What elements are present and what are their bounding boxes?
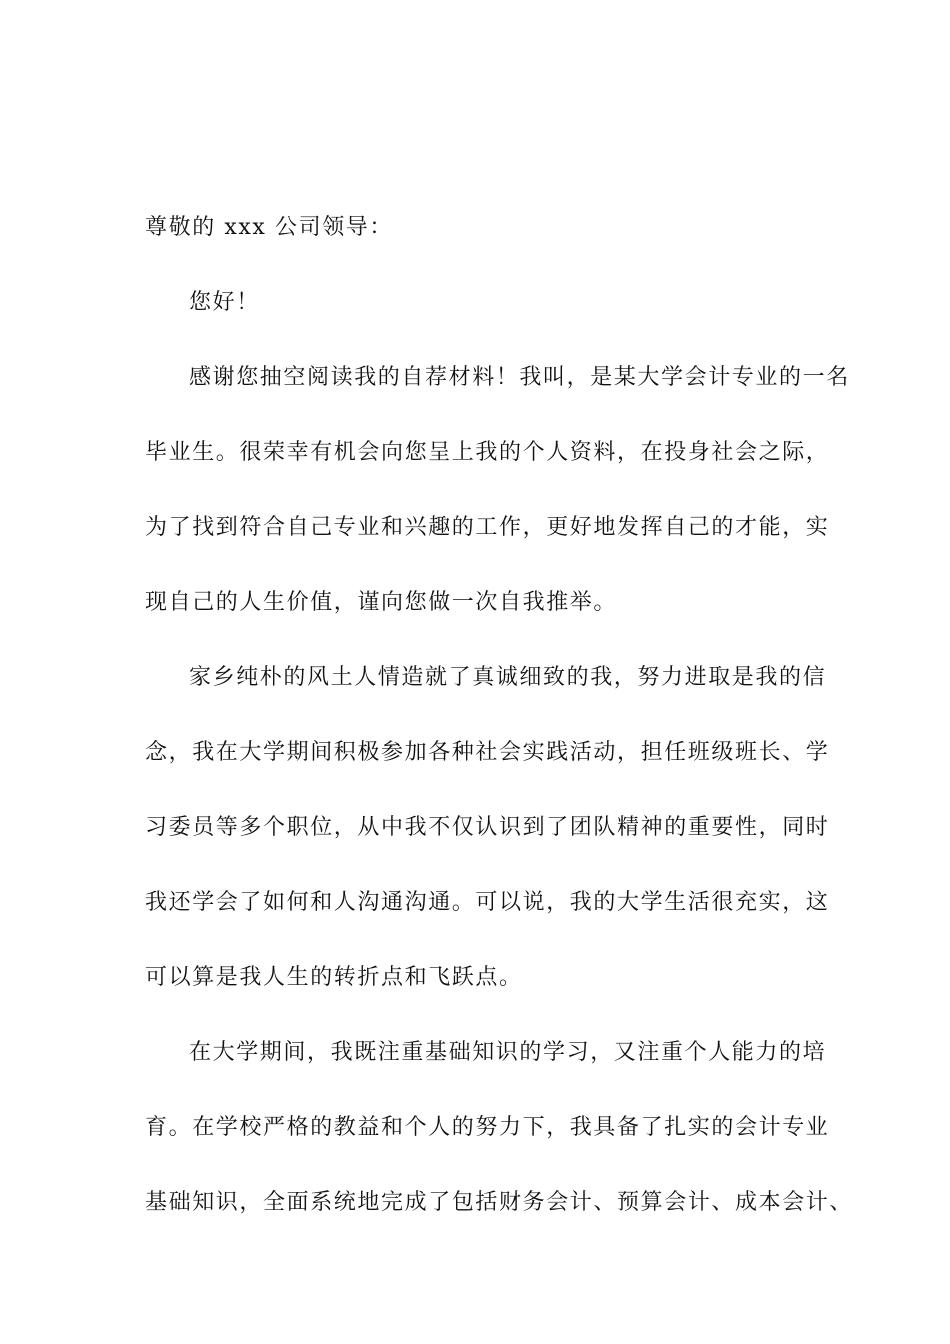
paragraph-2-line-2: 念，我在大学期间积极参加各种社会实践活动，担任班级班长、学 <box>145 740 830 765</box>
paragraph-2-line-3: 习委员等多个职位，从中我不仅认识到了团队精神的重要性，同时 <box>145 815 830 840</box>
paragraph-3-line-3: 基础知识，全面系统地完成了包括财务会计、预算会计、成本会计、 <box>145 1190 854 1215</box>
paragraph-1-line-4: 现自己的人生价值，谨向您做一次自我推举。 <box>145 590 618 615</box>
salutation: 尊敬的 xxx 公司领导： <box>145 215 394 240</box>
paragraph-2-line-1: 家乡纯朴的风土人情造就了真诚细致的我，努力进取是我的信 <box>189 665 827 690</box>
paragraph-3-line-1: 在大学期间，我既注重基础知识的学习，又注重个人能力的培 <box>189 1040 827 1065</box>
paragraph-2-line-5: 可以算是我人生的转折点和飞跃点。 <box>145 965 523 990</box>
paragraph-2-line-4: 我还学会了如何和人沟通沟通。可以说，我的大学生活很充实，这 <box>145 890 830 915</box>
paragraph-1-line-1: 感谢您抽空阅读我的自荐材料！我叫，是某大学会计专业的一名 <box>189 365 850 390</box>
paragraph-3-line-2: 育。在学校严格的教益和个人的努力下，我具备了扎实的会计专业 <box>145 1115 830 1140</box>
paragraph-1-line-2: 毕业生。很荣幸有机会向您呈上我的个人资料，在投身社会之际， <box>145 440 830 465</box>
paragraph-1-line-3: 为了找到符合自己专业和兴趣的工作，更好地发挥自己的才能，实 <box>145 515 830 540</box>
greeting: 您好！ <box>189 290 260 315</box>
